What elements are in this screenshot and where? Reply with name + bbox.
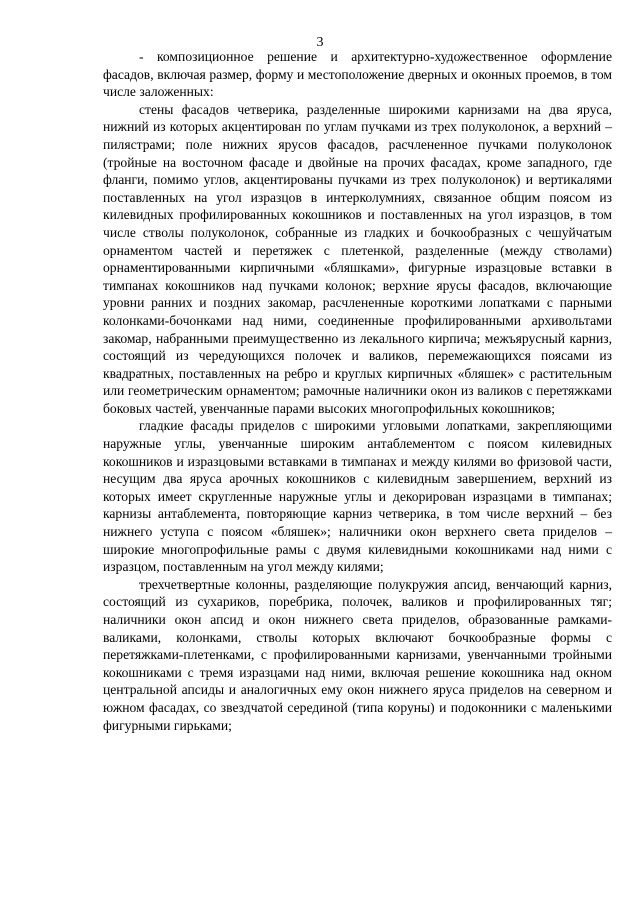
paragraph-composition: - композиционное решение и архитектурно-художественное оформление фасадов, включая размер, форму и местоположение дверных и оконных проемов, в том числе заложенных: [103, 49, 612, 100]
paragraph-columns-apses: трехчетвертные колонны, разделяющие полукружия апсид, венчающий карниз, состоящий из сухариков, поребрика, полочек, валиков и профилированных тяг; наличники окон апсид и окон нижнего света приделов, образованные рамками-валиками, колонками, стволы которых включают бочкообразные формы с перетяжками-плетенками, с профилированными карнизами, увенчанными тройными кокошниками с тремя изразцами над ними, включая решение кокошника над окном центральной апсиды и аналогичных ему окон нижнего яруса приделов на северном и южном фасадах, со звездчатой серединой (типа коруны) и подоконники с маленькими фигурными гирьками; [103, 576, 612, 733]
paragraph-chapel-facades: гладкие фасады приделов с широкими угловыми лопатками, закрепляющими наружные углы, увенчанные широким антаблементом с поясом килевидных кокошников и изразцовыми вставками в тимпанах и между килями во фризовой части, несущим два яруса арочных кокошников с килевидным завершением, верхний из которых имеет скругленные наружные углы и декорирован изразцами в тимпанах; карнизы антаблемента, повторяющие карниз четверика, в том числе верхний – без нижнего уступа с поясом «бляшек»; наличники окон верхнего света приделов – широкие многопрофильные рамы с двумя килевидными кокошниками над ними с изразцом, поставленным на угол между килями; [103, 418, 612, 575]
page-number: 3 [316, 35, 324, 50]
paragraph-quadrangle-walls: стены фасадов четверика, разделенные широкими карнизами на два яруса, нижний из которых акцентирован по углам пучками из трех полуколонок, а верхний – пилястрами; поле нижних ярусов фасадов, расчлененное пучками полуколонок (тройные на восточном фасаде и двойные на прочих фасадах, кроме западного, где фланги, помимо углов, акцентированы пучками из трех полуколонок) и вертикалями поставленных на угол изразцов в интерколумниях, связанное общим поясом из килевидных профилированных кокошников и поставленных на угол изразцов, в том числе стволы полуколонок, собранные из гладких и бочкообразных с чешуйчатым орнаментом частей и перетяжек с плетенкой, разделенные (между стволами) орнаментированными кирпичными «бляшками», фигурные изразцовые вставки в тимпанах кокошников над пучками колонок; верхние ярусы фасадов, включающие уровни ранних и поздних закомар, расчлененные короткими лопатками с парными колонками-бочонками над ними, соединенные профилированными архивольтами закомар, набранными преимущественно из лекального кирпича; межъярусный карниз, состоящий из чередующихся полочек и валиков, перемежающихся поясами из квадратных, поставленных на ребро и круглых кирпичных «бляшек» с растительным или геометрическим орнаментом; рамочные наличники окон из валиков с перетяжками боковых частей, увенчанные парами высоких многопрофильных кокошников; [103, 101, 612, 416]
document-body [103, 48, 612, 734]
